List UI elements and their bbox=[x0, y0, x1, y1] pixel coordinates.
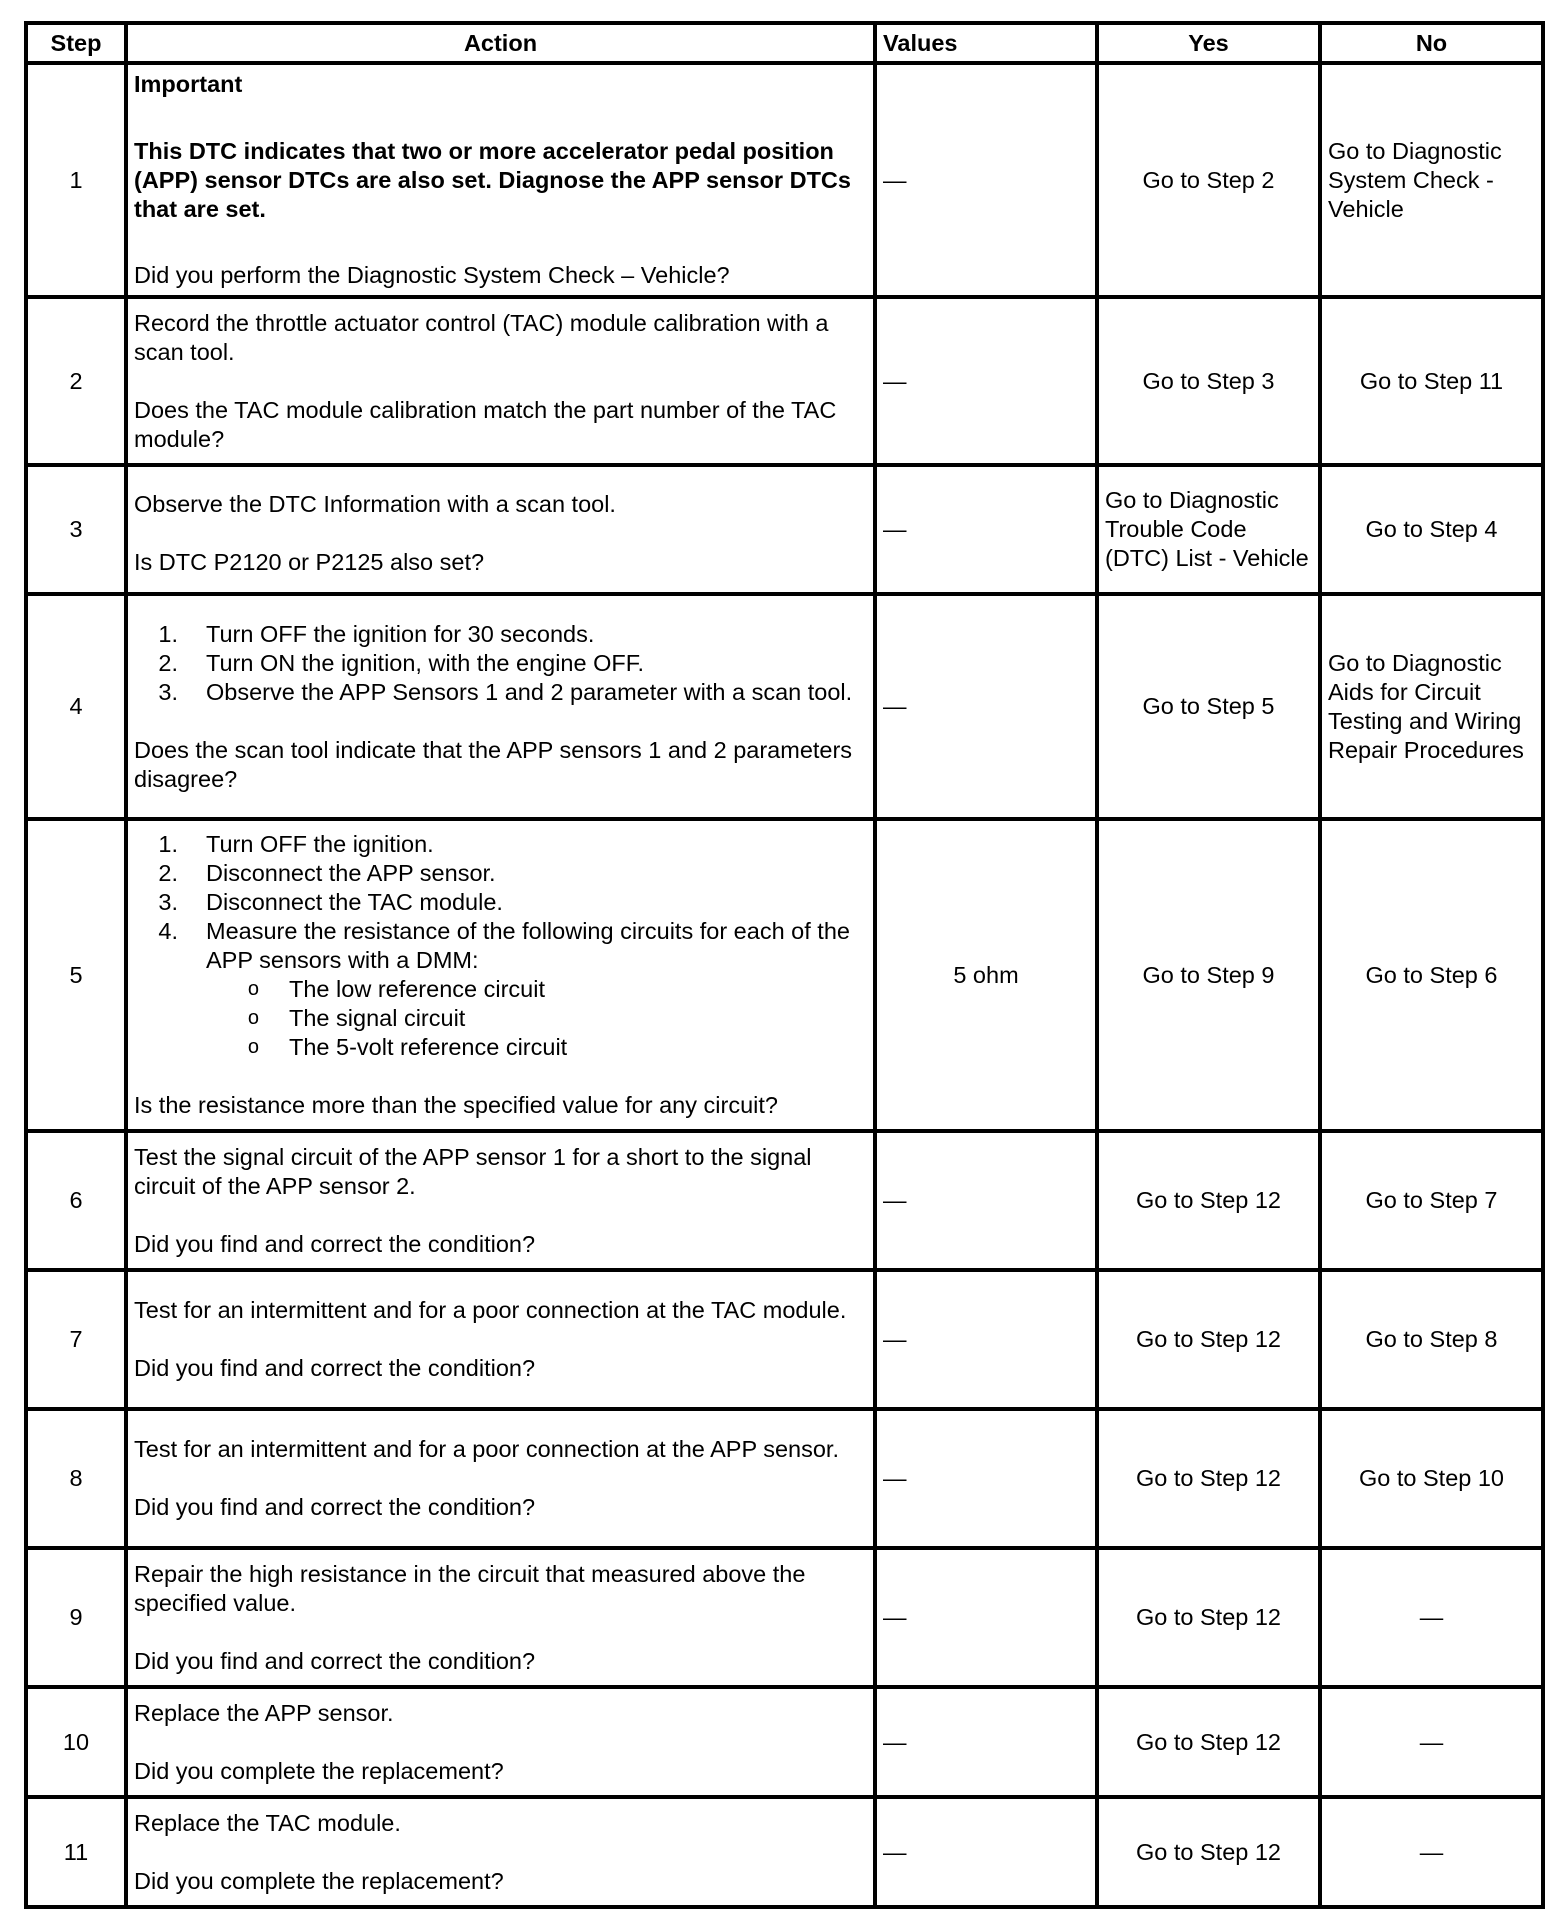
value-cell: — bbox=[875, 1797, 1097, 1907]
value-cell: — bbox=[875, 297, 1097, 465]
yes-cell: Go to Step 12 bbox=[1097, 1797, 1320, 1907]
question: Did you complete the replacement? bbox=[134, 1867, 504, 1894]
sub-list-item: o The 5-volt reference circuit bbox=[247, 1034, 568, 1060]
no-cell: Go to Step 10 bbox=[1320, 1409, 1543, 1548]
action-cell bbox=[126, 1797, 875, 1907]
no-cell: Go to Diagnostic Aids for Circuit Testing and Wiring Repair Procedures bbox=[1320, 594, 1543, 819]
yes-cell: Go to Step 12 bbox=[1097, 1687, 1320, 1797]
step-number: 9 bbox=[26, 1548, 126, 1687]
action-cell bbox=[126, 1548, 875, 1687]
table-row bbox=[26, 465, 1543, 594]
table-row bbox=[26, 1270, 1543, 1409]
yes-cell: Go to Step 12 bbox=[1097, 1409, 1320, 1548]
step-number: 7 bbox=[26, 1270, 126, 1409]
important-label: Important bbox=[134, 71, 243, 97]
action-text: Test for an intermittent and for a poor connection at the TAC module. bbox=[134, 1297, 847, 1323]
value-cell: — bbox=[875, 465, 1097, 594]
table-row bbox=[26, 1548, 1543, 1687]
yes-cell: Go to Step 5 bbox=[1097, 594, 1320, 819]
no-cell: Go to Step 4 bbox=[1320, 465, 1543, 594]
question: Does the scan tool indicate that the APP sensors 1 and 2 parameters disagree? bbox=[134, 736, 853, 792]
table-row bbox=[26, 819, 1543, 1131]
no-cell: Go to Diagnostic System Check - Vehicle bbox=[1320, 63, 1543, 297]
procedure-list bbox=[134, 830, 867, 975]
important-text: This DTC indicates that two or more accelerator pedal position (APP) sensor DTCs are also set. Diagnose the APP sensor DTCs that are set. bbox=[134, 138, 851, 222]
value-cell: — bbox=[875, 1548, 1097, 1687]
value-cell: 5 ohm bbox=[875, 819, 1097, 1131]
value-cell: — bbox=[875, 63, 1097, 297]
question: Did you find and correct the condition? bbox=[134, 1230, 536, 1257]
action-cell bbox=[126, 1131, 875, 1270]
question: Did you complete the replacement? bbox=[134, 1757, 504, 1784]
header-step: Step bbox=[26, 23, 126, 63]
value-cell: — bbox=[875, 1270, 1097, 1409]
value-cell: — bbox=[875, 1131, 1097, 1270]
value-cell: — bbox=[875, 594, 1097, 819]
action-cell bbox=[126, 1270, 875, 1409]
step-number: 2 bbox=[26, 297, 126, 465]
action-cell bbox=[126, 1409, 875, 1548]
list-item: 2. Disconnect the APP sensor. bbox=[158, 860, 496, 886]
list-item: 1. Turn OFF the ignition. bbox=[158, 831, 434, 857]
question: Does the TAC module calibration match the part number of the TAC module? bbox=[134, 396, 837, 452]
question: Did you find and correct the condition? bbox=[134, 1494, 536, 1520]
no-cell: — bbox=[1320, 1797, 1543, 1907]
no-cell: Go to Step 6 bbox=[1320, 819, 1543, 1131]
header-row bbox=[26, 23, 1543, 63]
action-text: Record the throttle actuator control (TAC) module calibration with a scan tool. bbox=[134, 309, 829, 365]
action-cell bbox=[126, 465, 875, 594]
header-values: Values bbox=[875, 23, 1097, 63]
diagnostic-table bbox=[24, 21, 1545, 1909]
value-cell: — bbox=[875, 1409, 1097, 1548]
list-item: 3. Disconnect the TAC module. bbox=[158, 889, 503, 915]
sub-list-item: o The signal circuit bbox=[247, 1005, 466, 1031]
table-row bbox=[26, 1687, 1543, 1797]
action-cell bbox=[126, 63, 875, 297]
list-item: 1. Turn OFF the ignition for 30 seconds. bbox=[158, 620, 595, 647]
no-cell: Go to Step 8 bbox=[1320, 1270, 1543, 1409]
step-number: 8 bbox=[26, 1409, 126, 1548]
table-row bbox=[26, 63, 1543, 297]
yes-cell: Go to Step 12 bbox=[1097, 1131, 1320, 1270]
step-number: 10 bbox=[26, 1687, 126, 1797]
action-text: Replace the APP sensor. bbox=[134, 1699, 394, 1726]
header-action: Action bbox=[126, 23, 875, 63]
yes-cell: Go to Diagnostic Trouble Code (DTC) List - Vehicle bbox=[1097, 465, 1320, 594]
sub-list-item: o The low reference circuit bbox=[247, 976, 545, 1002]
value-cell: — bbox=[875, 1687, 1097, 1797]
circuit-list bbox=[134, 975, 867, 1062]
question: Is the resistance more than the specified value for any circuit? bbox=[134, 1092, 778, 1118]
action-text: Test the signal circuit of the APP sensor 1 for a short to the signal circuit of the APP sensor 2. bbox=[134, 1143, 812, 1199]
step-number: 5 bbox=[26, 819, 126, 1131]
question: Did you find and correct the condition? bbox=[134, 1647, 536, 1674]
step-number: 4 bbox=[26, 594, 126, 819]
table-row bbox=[26, 594, 1543, 819]
table-row bbox=[26, 297, 1543, 465]
table-row bbox=[26, 1131, 1543, 1270]
question: Did you perform the Diagnostic System Check – Vehicle? bbox=[134, 262, 730, 288]
step-number: 6 bbox=[26, 1131, 126, 1270]
action-text: Repair the high resistance in the circuit that measured above the specified value. bbox=[134, 1560, 806, 1616]
step-number: 11 bbox=[26, 1797, 126, 1907]
action-cell bbox=[126, 594, 875, 819]
list-item: 3. Observe the APP Sensors 1 and 2 parameter with a scan tool. bbox=[158, 678, 853, 705]
list-item: 2. Turn ON the ignition, with the engine OFF. bbox=[158, 649, 645, 676]
action-text: Test for an intermittent and for a poor connection at the APP sensor. bbox=[134, 1436, 839, 1462]
header-no: No bbox=[1320, 23, 1543, 63]
yes-cell: Go to Step 9 bbox=[1097, 819, 1320, 1131]
action-text: Replace the TAC module. bbox=[134, 1809, 401, 1836]
step-number: 1 bbox=[26, 63, 126, 297]
yes-cell: Go to Step 12 bbox=[1097, 1270, 1320, 1409]
table-row bbox=[26, 1797, 1543, 1907]
procedure-list bbox=[134, 620, 867, 707]
yes-cell: Go to Step 3 bbox=[1097, 297, 1320, 465]
yes-cell: Go to Step 2 bbox=[1097, 63, 1320, 297]
header-yes: Yes bbox=[1097, 23, 1320, 63]
question: Is DTC P2120 or P2125 also set? bbox=[134, 549, 485, 575]
action-cell bbox=[126, 297, 875, 465]
table-row bbox=[26, 1409, 1543, 1548]
no-cell: Go to Step 11 bbox=[1320, 297, 1543, 465]
no-cell: — bbox=[1320, 1687, 1543, 1797]
action-text: Observe the DTC Information with a scan tool. bbox=[134, 491, 616, 517]
yes-cell: Go to Step 12 bbox=[1097, 1548, 1320, 1687]
step-number: 3 bbox=[26, 465, 126, 594]
action-cell bbox=[126, 1687, 875, 1797]
action-cell bbox=[126, 819, 875, 1131]
no-cell: — bbox=[1320, 1548, 1543, 1687]
list-item: 4. Measure the resistance of the following circuits for each of the APP sensors with a DMM: bbox=[158, 918, 850, 973]
no-cell: Go to Step 7 bbox=[1320, 1131, 1543, 1270]
question: Did you find and correct the condition? bbox=[134, 1355, 536, 1381]
